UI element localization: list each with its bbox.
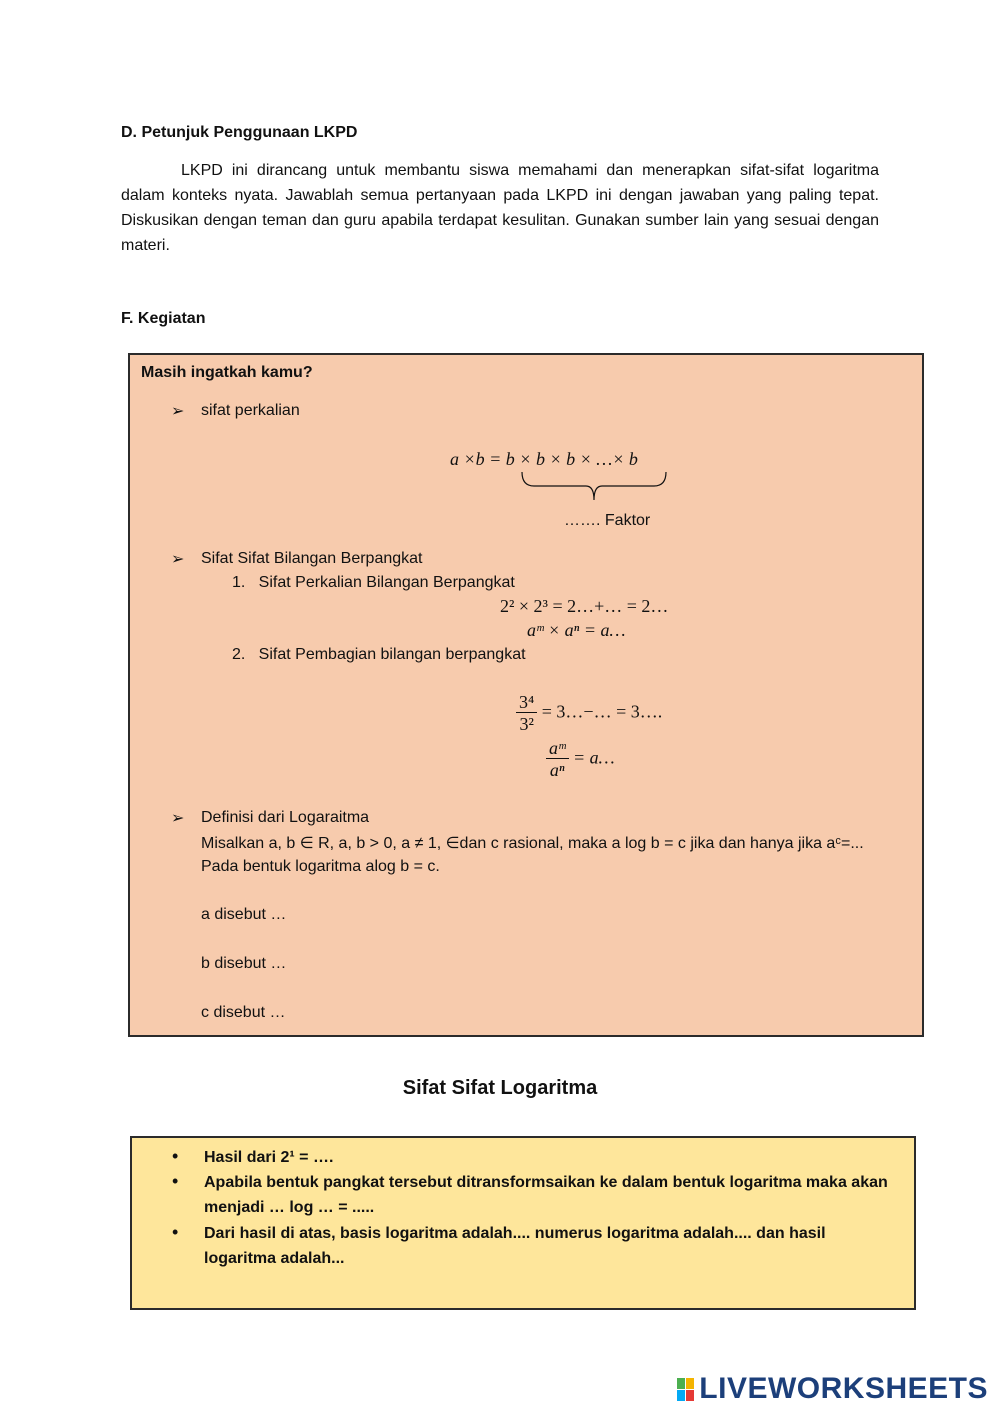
c-disebut: c disebut … [201, 1004, 286, 1021]
definition-line: Misalkan a, b ∈ R, a, b > 0, a ≠ 1, ∈dan c rasional, maka a log b = c jika dan hanya jika aᶜ=... [201, 835, 864, 852]
division-example [516, 692, 662, 735]
frac1-numerator: 3⁴ [516, 692, 537, 713]
item-sifat-perkalian: sifat perkalian [201, 402, 300, 419]
task-basis-line2: logaritma adalah... [204, 1250, 345, 1267]
task-basis-line1: Dari hasil di atas, basis logaritma adalah.... numerus logaritma adalah.... dan hasil [204, 1225, 826, 1242]
logo-text: LIVEWORKSHEETS [699, 1372, 988, 1405]
task-transform-line2: menjadi … log … = ..... [204, 1199, 375, 1216]
log-form-line: Pada bentuk logaritma alog b = c. [201, 858, 440, 875]
bullet-icon: • [172, 1222, 179, 1242]
factor-label: ……. Faktor [564, 512, 651, 529]
frac2-numerator: aᵐ [546, 738, 569, 759]
division-rule [546, 738, 615, 781]
review-box-title: Masih ingatkah kamu? [141, 364, 313, 381]
arrow-bullet-icon: ➢ [171, 551, 185, 568]
item-bilangan-berpangkat: Sifat Sifat Bilangan Berpangkat [201, 550, 423, 567]
arrow-bullet-icon: ➢ [171, 810, 185, 827]
page-title: Sifat Sifat Logaritma [402, 1077, 598, 1099]
liveworksheets-logo-icon [677, 1378, 695, 1402]
frac2-denominator: aⁿ [549, 760, 565, 780]
curly-brace [520, 470, 670, 502]
arrow-bullet-icon: ➢ [171, 403, 185, 420]
bullet-icon: • [172, 1146, 179, 1166]
power-product-rule: aᵐ × aⁿ = a… [527, 620, 626, 640]
frac2-rhs: = a… [573, 747, 615, 768]
b-disebut: b disebut … [201, 955, 287, 972]
section-d-paragraph [121, 158, 879, 258]
bullet-icon: • [172, 1171, 179, 1191]
paragraph-text: LKPD ini dirancang untuk membantu siswa memahami dan menerapkan sifat-sifat logaritma dalam konteks nyata. Jawablah semua pertanyaan pada LKPD ini dengan jawaban yang paling tepat. Diskusikan dengan teman dan guru apabila terdapat kesulitan. Gunakan sumber lain yang sesuai dengan materi. [121, 162, 879, 254]
task-hasil: Hasil dari 2¹ = …. [204, 1149, 334, 1166]
a-disebut: a disebut … [201, 906, 287, 923]
liveworksheets-logo[interactable] [677, 1372, 988, 1406]
sub-item-pembagian: 2. Sifat Pembagian bilangan berpangkat [232, 646, 526, 663]
task-transform-line1: Apabila bentuk pangkat tersebut ditransformsaikan ke dalam bentuk logaritma maka akan [204, 1174, 888, 1191]
item-definisi-logaritma: Definisi dari Logaraitma [201, 809, 370, 826]
power-product-example: 2² × 2³ = 2…+… = 2… [500, 596, 669, 616]
section-f-heading: F. Kegiatan [121, 310, 206, 327]
frac1-denominator: 3² [519, 714, 534, 734]
sub-item-perkalian: 1. Sifat Perkalian Bilangan Berpangkat [232, 574, 515, 591]
section-d-heading: D. Petunjuk Penggunaan LKPD [121, 124, 358, 141]
multiplication-formula: a ×b = b × b × b × …× b [450, 449, 638, 469]
frac1-rhs: = 3…−… = 3…. [541, 701, 663, 722]
